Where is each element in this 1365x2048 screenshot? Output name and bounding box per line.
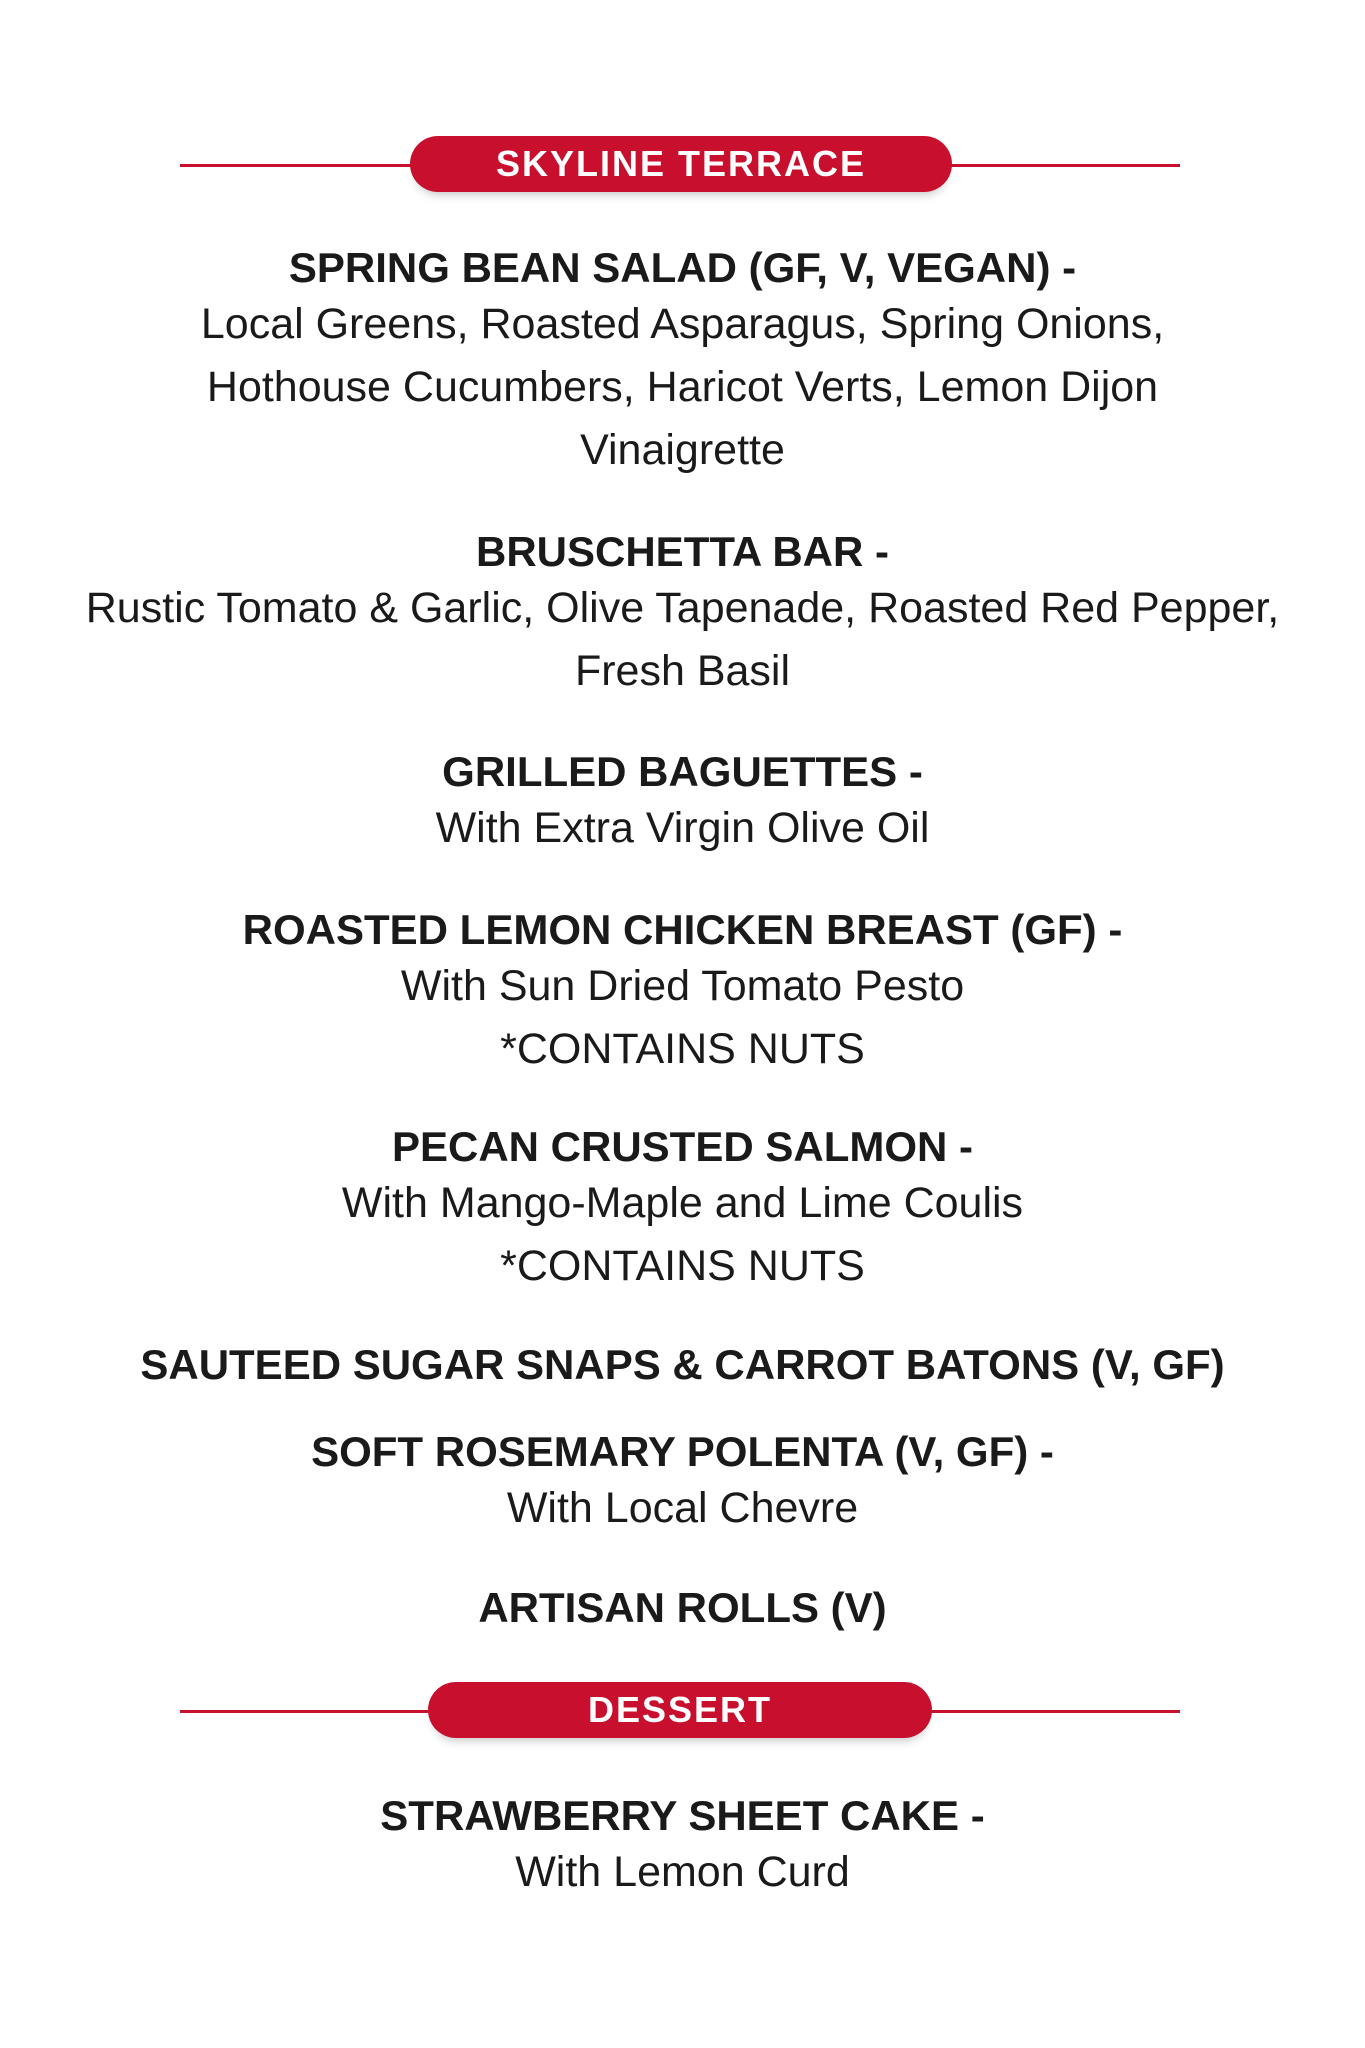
item-title: BRUSCHETTA BAR - bbox=[476, 528, 889, 575]
item-description: Local Greens, Roasted Asparagus, Spring Onions, Hothouse Cucumbers, Haricot Verts, Lemon Dijon Vinaigrette bbox=[200, 300, 1165, 474]
menu-item-sauteed-sugar-snaps bbox=[40, 1340, 1325, 1390]
item-description: With Lemon Curd bbox=[515, 1848, 850, 1896]
menu-item-grilled-baguettes bbox=[40, 747, 1325, 860]
item-title: SOFT ROSEMARY POLENTA (V, GF) - bbox=[311, 1428, 1054, 1475]
item-title: ARTISAN ROLLS (V) bbox=[478, 1584, 887, 1631]
item-allergen-note: *CONTAINS NUTS bbox=[500, 1242, 865, 1290]
item-title: SAUTEED SUGAR SNAPS & CARROT BATONS (V, GF) bbox=[140, 1341, 1225, 1388]
section-header-skyline-terrace bbox=[180, 136, 1180, 194]
menu-item-soft-rosemary-polenta bbox=[40, 1427, 1325, 1540]
menu-item-roasted-lemon-chicken bbox=[40, 905, 1325, 1081]
item-title: ROASTED LEMON CHICKEN BREAST (GF) - bbox=[242, 906, 1123, 953]
item-description: With Sun Dried Tomato Pesto bbox=[400, 962, 965, 1010]
item-description: With Local Chevre bbox=[506, 1484, 859, 1532]
item-title: STRAWBERRY SHEET CAKE - bbox=[380, 1792, 985, 1839]
item-title: GRILLED BAGUETTES - bbox=[442, 748, 923, 795]
menu-item-spring-bean-salad bbox=[40, 243, 1325, 482]
item-title: SPRING BEAN SALAD (GF, V, VEGAN) - bbox=[288, 244, 1077, 291]
section-title: SKYLINE TERRACE bbox=[410, 136, 952, 192]
section-title: DESSERT bbox=[428, 1682, 932, 1738]
item-description: With Mango-Maple and Lime Coulis bbox=[341, 1179, 1024, 1227]
item-allergen-note: *CONTAINS NUTS bbox=[500, 1025, 865, 1073]
menu-item-artisan-rolls bbox=[40, 1583, 1325, 1633]
item-description: Rustic Tomato & Garlic, Olive Tapenade, Roasted Red Pepper, Fresh Basil bbox=[85, 584, 1280, 695]
menu-item-strawberry-sheet-cake bbox=[40, 1791, 1325, 1904]
item-description: With Extra Virgin Olive Oil bbox=[435, 804, 930, 852]
section-header-dessert bbox=[180, 1682, 1180, 1740]
menu-item-bruschetta-bar bbox=[40, 527, 1325, 703]
item-title: PECAN CRUSTED SALMON - bbox=[391, 1123, 973, 1170]
menu-item-pecan-crusted-salmon bbox=[40, 1122, 1325, 1298]
